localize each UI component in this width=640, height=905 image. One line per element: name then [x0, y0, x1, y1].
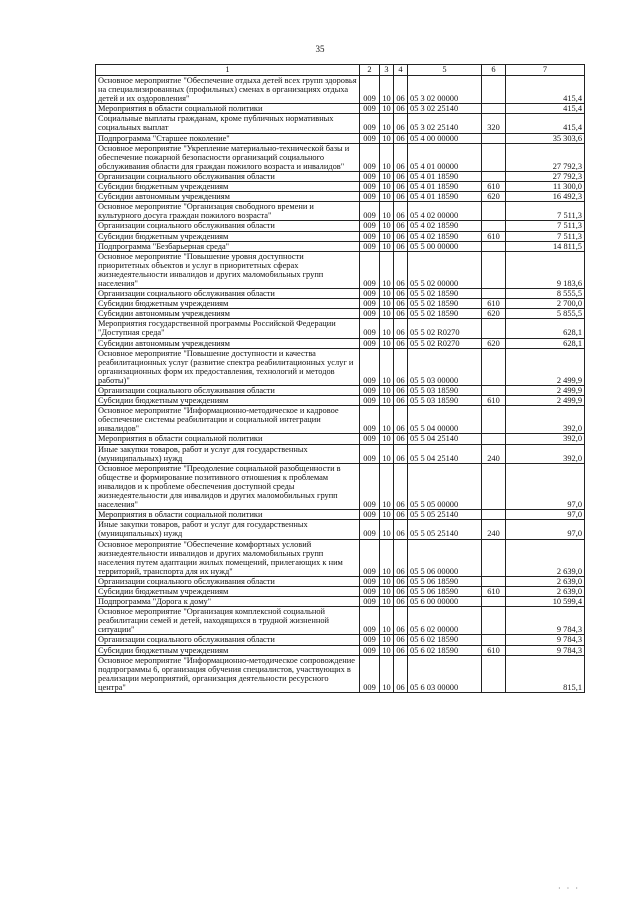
- cell-expense-type: [482, 635, 506, 645]
- cell-amount: 2 499,9: [506, 396, 585, 406]
- cell-pr: 06: [394, 231, 408, 241]
- cell-rz: 10: [380, 192, 394, 202]
- cell-amount: 9 784,3: [506, 645, 585, 655]
- cell-description: Мероприятия государственной программы Российской Федерации "Доступная среда": [96, 319, 360, 338]
- cell-description: Подпрограмма "Дорога к дому": [96, 597, 360, 607]
- table-row: [96, 241, 585, 251]
- table-row: [96, 597, 585, 607]
- cell-description: Основное мероприятие "Повышение уровня доступности приоритетных объектов и услуг в приоритетных сферах жизнедеятельности инвалидов и других маломобильных групп населения": [96, 251, 360, 288]
- cell-rz: 10: [380, 434, 394, 444]
- cell-rz: 10: [380, 289, 394, 299]
- table-row: [96, 607, 585, 635]
- cell-rz: 10: [380, 114, 394, 133]
- cell-amount: 97,0: [506, 510, 585, 520]
- table-row: [96, 231, 585, 241]
- cell-gr: 009: [360, 463, 380, 509]
- cell-target-code: 05 5 02 00000: [408, 251, 482, 288]
- cell-pr: 06: [394, 586, 408, 596]
- cell-pr: 06: [394, 192, 408, 202]
- table-row: [96, 289, 585, 299]
- cell-expense-type: 610: [482, 231, 506, 241]
- cell-target-code: 05 5 02 R0270: [408, 319, 482, 338]
- cell-pr: 06: [394, 202, 408, 221]
- cell-gr: 009: [360, 576, 380, 586]
- cell-rz: 10: [380, 241, 394, 251]
- cell-amount: 8 555,5: [506, 289, 585, 299]
- cell-gr: 009: [360, 645, 380, 655]
- table-row: [96, 114, 585, 133]
- cell-pr: 06: [394, 520, 408, 539]
- cell-description: Организации социального обслуживания области: [96, 635, 360, 645]
- cell-rz: 10: [380, 645, 394, 655]
- table-row: [96, 221, 585, 231]
- table-row: [96, 645, 585, 655]
- cell-gr: 009: [360, 348, 380, 385]
- table-row: [96, 635, 585, 645]
- cell-amount: 7 511,3: [506, 202, 585, 221]
- cell-target-code: 05 4 01 18590: [408, 192, 482, 202]
- cell-description: Субсидии автономным учреждениям: [96, 309, 360, 319]
- cell-pr: 06: [394, 434, 408, 444]
- cell-pr: 06: [394, 171, 408, 181]
- cell-expense-type: [482, 463, 506, 509]
- cell-rz: 10: [380, 299, 394, 309]
- cell-target-code: 05 6 02 18590: [408, 645, 482, 655]
- cell-pr: 06: [394, 104, 408, 114]
- cell-description: Организации социального обслуживания области: [96, 576, 360, 586]
- table-row: [96, 386, 585, 396]
- cell-description: Субсидии бюджетным учреждениям: [96, 396, 360, 406]
- cell-target-code: 05 3 02 00000: [408, 76, 482, 104]
- cell-gr: 009: [360, 520, 380, 539]
- cell-description: Подпрограмма "Старшее поколение": [96, 133, 360, 143]
- header-cell: 5: [408, 65, 482, 76]
- table-row: [96, 171, 585, 181]
- cell-gr: 009: [360, 241, 380, 251]
- cell-expense-type: [482, 241, 506, 251]
- cell-target-code: 05 6 02 00000: [408, 607, 482, 635]
- cell-amount: 2 499,9: [506, 348, 585, 385]
- cell-target-code: 05 4 01 00000: [408, 143, 482, 171]
- cell-rz: 10: [380, 635, 394, 645]
- cell-description: Мероприятия в области социальной политики: [96, 104, 360, 114]
- cell-pr: 06: [394, 406, 408, 434]
- cell-gr: 009: [360, 76, 380, 104]
- table-row: [96, 576, 585, 586]
- header-cell: 1: [96, 65, 360, 76]
- cell-target-code: 05 5 05 25140: [408, 520, 482, 539]
- table-row: [96, 510, 585, 520]
- table-row: [96, 338, 585, 348]
- cell-expense-type: [482, 133, 506, 143]
- cell-pr: 06: [394, 299, 408, 309]
- cell-expense-type: 610: [482, 586, 506, 596]
- cell-expense-type: [482, 607, 506, 635]
- cell-expense-type: [482, 202, 506, 221]
- budget-table-body: [96, 65, 585, 693]
- cell-gr: 009: [360, 406, 380, 434]
- table-row: [96, 396, 585, 406]
- cell-expense-type: [482, 406, 506, 434]
- cell-target-code: 05 5 02 18590: [408, 299, 482, 309]
- cell-rz: 10: [380, 655, 394, 692]
- cell-pr: 06: [394, 143, 408, 171]
- cell-gr: 009: [360, 386, 380, 396]
- cell-target-code: 05 6 00 00000: [408, 597, 482, 607]
- table-row: [96, 251, 585, 288]
- cell-rz: 10: [380, 510, 394, 520]
- table-header-row: [96, 65, 585, 76]
- cell-target-code: 05 4 00 00000: [408, 133, 482, 143]
- cell-expense-type: [482, 510, 506, 520]
- cell-target-code: 05 3 02 25140: [408, 104, 482, 114]
- cell-description: Иные закупки товаров, работ и услуг для государственных (муниципальных) нужд: [96, 520, 360, 539]
- cell-description: Основное мероприятие "Укрепление материально-технической базы и обеспечение пожарной безопасности организаций социального обслуживания области для граждан пожилого возраста и инвалидов": [96, 143, 360, 171]
- cell-gr: 009: [360, 182, 380, 192]
- cell-description: Основное мероприятие "Организация свободного времени и культурного досуга граждан пожилого возраста": [96, 202, 360, 221]
- cell-amount: 7 511,3: [506, 231, 585, 241]
- budget-table: [95, 64, 585, 693]
- cell-target-code: 05 6 03 00000: [408, 655, 482, 692]
- table-row: [96, 463, 585, 509]
- cell-description: Основное мероприятие "Преодоление социальной разобщенности в обществе и формирование позитивного отношения к проблемам инвалидов и к проблеме обеспечения доступной среды жизнедеятельности для инвалидов и других маломобильных групп населения": [96, 463, 360, 509]
- cell-expense-type: [482, 655, 506, 692]
- cell-description: Организации социального обслуживания области: [96, 221, 360, 231]
- cell-expense-type: [482, 319, 506, 338]
- cell-gr: 009: [360, 202, 380, 221]
- cell-rz: 10: [380, 143, 394, 171]
- cell-expense-type: [482, 597, 506, 607]
- cell-gr: 009: [360, 597, 380, 607]
- cell-rz: 10: [380, 586, 394, 596]
- cell-amount: 9 183,6: [506, 251, 585, 288]
- cell-amount: 27 792,3: [506, 171, 585, 181]
- table-row: [96, 406, 585, 434]
- scan-mark: · · ·: [558, 884, 580, 893]
- cell-gr: 009: [360, 319, 380, 338]
- cell-gr: 009: [360, 171, 380, 181]
- table-row: [96, 444, 585, 463]
- cell-pr: 06: [394, 396, 408, 406]
- cell-pr: 06: [394, 76, 408, 104]
- cell-expense-type: [482, 143, 506, 171]
- cell-gr: 009: [360, 539, 380, 576]
- cell-gr: 009: [360, 635, 380, 645]
- cell-rz: 10: [380, 386, 394, 396]
- cell-expense-type: [482, 171, 506, 181]
- cell-rz: 10: [380, 520, 394, 539]
- cell-target-code: 05 5 00 00000: [408, 241, 482, 251]
- cell-rz: 10: [380, 338, 394, 348]
- cell-amount: 2 639,0: [506, 576, 585, 586]
- table-row: [96, 133, 585, 143]
- table-row: [96, 76, 585, 104]
- cell-amount: 9 784,3: [506, 635, 585, 645]
- cell-expense-type: [482, 386, 506, 396]
- cell-description: Субсидии автономным учреждениям: [96, 192, 360, 202]
- cell-pr: 06: [394, 319, 408, 338]
- cell-target-code: 05 5 04 25140: [408, 434, 482, 444]
- cell-gr: 009: [360, 607, 380, 635]
- cell-amount: 7 511,3: [506, 221, 585, 231]
- cell-amount: 5 855,5: [506, 309, 585, 319]
- header-cell: 4: [394, 65, 408, 76]
- table-row: [96, 434, 585, 444]
- cell-expense-type: 610: [482, 396, 506, 406]
- cell-rz: 10: [380, 607, 394, 635]
- cell-amount: 97,0: [506, 463, 585, 509]
- cell-amount: 9 784,3: [506, 607, 585, 635]
- cell-target-code: 05 5 02 R0270: [408, 338, 482, 348]
- header-cell: 6: [482, 65, 506, 76]
- cell-amount: 2 639,0: [506, 586, 585, 596]
- table-row: [96, 655, 585, 692]
- cell-gr: 009: [360, 221, 380, 231]
- cell-target-code: 05 5 05 25140: [408, 510, 482, 520]
- cell-expense-type: 620: [482, 192, 506, 202]
- table-row: [96, 319, 585, 338]
- cell-pr: 06: [394, 251, 408, 288]
- cell-rz: 10: [380, 309, 394, 319]
- cell-gr: 009: [360, 231, 380, 241]
- cell-rz: 10: [380, 463, 394, 509]
- cell-amount: 628,1: [506, 338, 585, 348]
- cell-pr: 06: [394, 539, 408, 576]
- table-row: [96, 309, 585, 319]
- cell-description: Иные закупки товаров, работ и услуг для государственных (муниципальных) нужд: [96, 444, 360, 463]
- cell-rz: 10: [380, 406, 394, 434]
- cell-rz: 10: [380, 348, 394, 385]
- cell-description: Субсидии бюджетным учреждениям: [96, 299, 360, 309]
- cell-pr: 06: [394, 182, 408, 192]
- cell-rz: 10: [380, 182, 394, 192]
- cell-amount: 2 499,9: [506, 386, 585, 396]
- cell-expense-type: 240: [482, 520, 506, 539]
- cell-amount: 35 303,6: [506, 133, 585, 143]
- cell-amount: 16 492,3: [506, 192, 585, 202]
- cell-gr: 009: [360, 434, 380, 444]
- cell-gr: 009: [360, 510, 380, 520]
- cell-target-code: 05 5 06 00000: [408, 539, 482, 576]
- cell-description: Основное мероприятие "Информационно-методическое и кадровое обеспечение системы реабилитации и социальной интеграции инвалидов": [96, 406, 360, 434]
- cell-expense-type: [482, 76, 506, 104]
- cell-pr: 06: [394, 655, 408, 692]
- cell-pr: 06: [394, 635, 408, 645]
- cell-target-code: 05 5 03 18590: [408, 396, 482, 406]
- cell-description: Основное мероприятие "Обеспечение отдыха детей всех групп здоровья на специализированных (профильных) сменах в организациях отдыха детей и их оздоровления": [96, 76, 360, 104]
- cell-amount: 392,0: [506, 434, 585, 444]
- cell-target-code: 05 6 02 18590: [408, 635, 482, 645]
- cell-gr: 009: [360, 104, 380, 114]
- table-row: [96, 202, 585, 221]
- cell-target-code: 05 4 02 18590: [408, 221, 482, 231]
- cell-rz: 10: [380, 231, 394, 241]
- cell-description: Субсидии бюджетным учреждениям: [96, 645, 360, 655]
- table-row: [96, 539, 585, 576]
- cell-amount: 97,0: [506, 520, 585, 539]
- header-cell: 7: [506, 65, 585, 76]
- cell-gr: 009: [360, 289, 380, 299]
- cell-description: Социальные выплаты гражданам, кроме публичных нормативных социальных выплат: [96, 114, 360, 133]
- cell-description: Организации социального обслуживания области: [96, 171, 360, 181]
- cell-description: Организации социального обслуживания области: [96, 386, 360, 396]
- cell-amount: 392,0: [506, 444, 585, 463]
- cell-amount: 10 599,4: [506, 597, 585, 607]
- cell-expense-type: 610: [482, 299, 506, 309]
- cell-amount: 27 792,3: [506, 143, 585, 171]
- cell-pr: 06: [394, 221, 408, 231]
- cell-rz: 10: [380, 539, 394, 576]
- cell-pr: 06: [394, 607, 408, 635]
- cell-amount: 815,1: [506, 655, 585, 692]
- header-cell: 3: [380, 65, 394, 76]
- cell-description: Основное мероприятие "Организация комплексной социальной реабилитации семей и детей, находящихся в трудной жизненной ситуации": [96, 607, 360, 635]
- cell-amount: 415,4: [506, 104, 585, 114]
- cell-pr: 06: [394, 386, 408, 396]
- table-row: [96, 586, 585, 596]
- cell-amount: 392,0: [506, 406, 585, 434]
- cell-rz: 10: [380, 319, 394, 338]
- cell-target-code: 05 5 06 18590: [408, 586, 482, 596]
- page-number: 35: [315, 44, 325, 54]
- cell-pr: 06: [394, 645, 408, 655]
- cell-pr: 06: [394, 338, 408, 348]
- cell-expense-type: 320: [482, 114, 506, 133]
- cell-expense-type: [482, 539, 506, 576]
- cell-expense-type: 610: [482, 645, 506, 655]
- cell-target-code: 05 5 03 18590: [408, 386, 482, 396]
- cell-gr: 009: [360, 299, 380, 309]
- cell-description: Организации социального обслуживания области: [96, 289, 360, 299]
- cell-pr: 06: [394, 241, 408, 251]
- table-row: [96, 182, 585, 192]
- cell-target-code: 05 4 01 18590: [408, 182, 482, 192]
- cell-amount: 415,4: [506, 114, 585, 133]
- table-row: [96, 520, 585, 539]
- cell-rz: 10: [380, 171, 394, 181]
- cell-target-code: 05 5 04 25140: [408, 444, 482, 463]
- table-row: [96, 348, 585, 385]
- cell-gr: 009: [360, 133, 380, 143]
- cell-pr: 06: [394, 597, 408, 607]
- cell-target-code: 05 3 02 25140: [408, 114, 482, 133]
- cell-rz: 10: [380, 202, 394, 221]
- cell-target-code: 05 5 06 18590: [408, 576, 482, 586]
- cell-description: Мероприятия в области социальной политики: [96, 510, 360, 520]
- cell-rz: 10: [380, 576, 394, 586]
- table-row: [96, 299, 585, 309]
- cell-gr: 009: [360, 143, 380, 171]
- cell-gr: 009: [360, 251, 380, 288]
- cell-amount: 2 700,0: [506, 299, 585, 309]
- cell-rz: 10: [380, 597, 394, 607]
- cell-amount: 2 639,0: [506, 539, 585, 576]
- table-row: [96, 143, 585, 171]
- cell-expense-type: [482, 221, 506, 231]
- cell-expense-type: [482, 251, 506, 288]
- cell-gr: 009: [360, 309, 380, 319]
- cell-pr: 06: [394, 348, 408, 385]
- cell-gr: 009: [360, 655, 380, 692]
- cell-expense-type: 240: [482, 444, 506, 463]
- cell-rz: 10: [380, 76, 394, 104]
- cell-pr: 06: [394, 289, 408, 299]
- cell-expense-type: [482, 576, 506, 586]
- table-row: [96, 192, 585, 202]
- cell-description: Подпрограмма "Безбарьерная среда": [96, 241, 360, 251]
- cell-amount: 628,1: [506, 319, 585, 338]
- cell-description: Субсидии бюджетным учреждениям: [96, 231, 360, 241]
- cell-rz: 10: [380, 133, 394, 143]
- cell-expense-type: 620: [482, 338, 506, 348]
- cell-gr: 009: [360, 338, 380, 348]
- cell-pr: 06: [394, 309, 408, 319]
- cell-target-code: 05 4 01 18590: [408, 171, 482, 181]
- cell-expense-type: [482, 434, 506, 444]
- cell-expense-type: [482, 289, 506, 299]
- cell-rz: 10: [380, 221, 394, 231]
- cell-target-code: 05 4 02 00000: [408, 202, 482, 221]
- cell-description: Субсидии бюджетным учреждениям: [96, 182, 360, 192]
- cell-pr: 06: [394, 444, 408, 463]
- cell-pr: 06: [394, 114, 408, 133]
- cell-amount: 14 811,5: [506, 241, 585, 251]
- cell-expense-type: [482, 348, 506, 385]
- cell-rz: 10: [380, 444, 394, 463]
- cell-amount: 415,4: [506, 76, 585, 104]
- cell-gr: 009: [360, 444, 380, 463]
- cell-description: Основное мероприятие "Обеспечение комфортных условий жизнедеятельности инвалидов и других маломобильных групп населения путем адаптации жилых помещений, прилегающих к ним территорий, транспорта для их нужд": [96, 539, 360, 576]
- cell-description: Мероприятия в области социальной политики: [96, 434, 360, 444]
- cell-target-code: 05 5 02 18590: [408, 309, 482, 319]
- cell-expense-type: 620: [482, 309, 506, 319]
- cell-rz: 10: [380, 104, 394, 114]
- cell-target-code: 05 5 05 00000: [408, 463, 482, 509]
- cell-expense-type: 610: [482, 182, 506, 192]
- cell-pr: 06: [394, 133, 408, 143]
- cell-description: Субсидии бюджетным учреждениям: [96, 586, 360, 596]
- cell-target-code: 05 5 02 18590: [408, 289, 482, 299]
- header-cell: 2: [360, 65, 380, 76]
- table-row: [96, 104, 585, 114]
- cell-pr: 06: [394, 576, 408, 586]
- cell-target-code: 05 5 03 00000: [408, 348, 482, 385]
- cell-description: Основное мероприятие "Информационно-методическое сопровождение подпрограммы 6, организация обучения специалистов, участвующих в реализации мероприятий, организация деятельности ресурсного центра": [96, 655, 360, 692]
- cell-gr: 009: [360, 114, 380, 133]
- cell-target-code: 05 5 04 00000: [408, 406, 482, 434]
- cell-expense-type: [482, 104, 506, 114]
- cell-pr: 06: [394, 510, 408, 520]
- cell-description: Основное мероприятие "Повышение доступности и качества реабилитационных услуг (развитие спектра реабилитационных услуг и организационных форм их предоставления, технологий и методов работы)": [96, 348, 360, 385]
- cell-rz: 10: [380, 396, 394, 406]
- cell-gr: 009: [360, 396, 380, 406]
- cell-description: Субсидии автономным учреждениям: [96, 338, 360, 348]
- cell-gr: 009: [360, 192, 380, 202]
- cell-rz: 10: [380, 251, 394, 288]
- cell-gr: 009: [360, 586, 380, 596]
- cell-pr: 06: [394, 463, 408, 509]
- cell-amount: 11 300,0: [506, 182, 585, 192]
- cell-target-code: 05 4 02 18590: [408, 231, 482, 241]
